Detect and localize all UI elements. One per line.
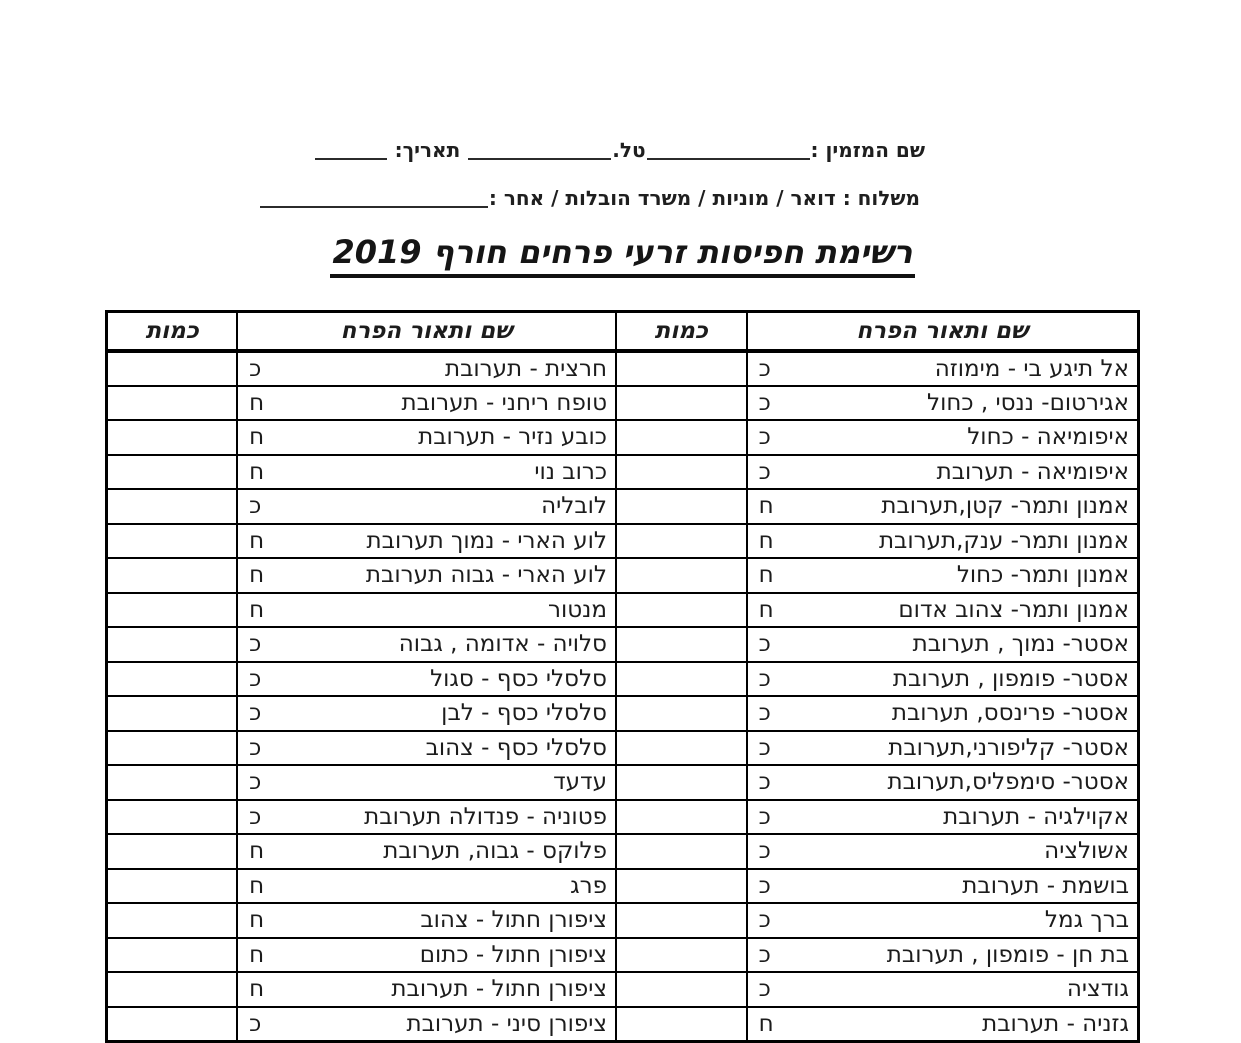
- quantity-cell-right[interactable]: [616, 662, 747, 697]
- table-row: [107, 869, 1139, 904]
- flower-name: איפומיאה - כחול: [967, 424, 1129, 451]
- packet-code: כ: [758, 389, 771, 416]
- flower-name-cell-left: [237, 386, 616, 421]
- date-blank[interactable]: [315, 146, 387, 160]
- table-row: [107, 1007, 1139, 1042]
- shipping-label: משלוח : דואר / מוניות / משרד הובלות / אחר :: [488, 186, 920, 210]
- flower-name-cell-left: [237, 558, 616, 593]
- flower-name: גודציה: [1066, 976, 1129, 1003]
- packet-code: ח: [758, 527, 774, 554]
- flower-name: עדעד: [553, 769, 607, 796]
- table-row: [107, 386, 1139, 421]
- packet-code: ח: [758, 562, 774, 589]
- flower-name: ציפורן חתול - כתום: [419, 941, 607, 968]
- header-flower-name-left: שם ותאור הפרח: [237, 312, 616, 352]
- flower-name-cell-right: [747, 593, 1139, 628]
- flower-name-cell-left: [237, 869, 616, 904]
- quantity-cell-left[interactable]: [107, 903, 238, 938]
- table-row: [107, 420, 1139, 455]
- quantity-cell-left[interactable]: [107, 558, 238, 593]
- quantity-cell-left[interactable]: [107, 627, 238, 662]
- flower-name-cell-right: [747, 800, 1139, 835]
- flower-name: אמנון ותמר- קטן,תערובת: [881, 493, 1129, 520]
- table-row: [107, 662, 1139, 697]
- flower-name-cell-right: [747, 938, 1139, 973]
- quantity-cell-left[interactable]: [107, 662, 238, 697]
- flower-name: חרצית - תערובת: [444, 355, 607, 382]
- flower-name-cell-left: [237, 938, 616, 973]
- flower-name-cell-right: [747, 662, 1139, 697]
- flower-name-cell-left: [237, 765, 616, 800]
- page-title: רשימת חפיסות זרעי פרחים חורף 2019: [330, 233, 914, 278]
- packet-code: כ: [758, 976, 771, 1003]
- flower-name-cell-right: [747, 558, 1139, 593]
- packet-code: כ: [758, 458, 771, 485]
- quantity-cell-right[interactable]: [616, 420, 747, 455]
- quantity-cell-right[interactable]: [616, 386, 747, 421]
- packet-code: כ: [758, 424, 771, 451]
- packet-code: כ: [249, 734, 262, 761]
- table-row: [107, 593, 1139, 628]
- quantity-cell-left[interactable]: [107, 972, 238, 1007]
- quantity-cell-right[interactable]: [616, 696, 747, 731]
- flower-name: אמנון ותמר- כחול: [956, 562, 1129, 589]
- quantity-cell-right[interactable]: [616, 524, 747, 559]
- flower-name-cell-right: [747, 455, 1139, 490]
- quantity-cell-right[interactable]: [616, 731, 747, 766]
- quantity-cell-right[interactable]: [616, 869, 747, 904]
- packet-code: ח: [758, 493, 774, 520]
- packet-code: כ: [249, 1010, 262, 1037]
- quantity-cell-right[interactable]: [616, 938, 747, 973]
- flower-name: מנטור: [547, 596, 607, 623]
- flower-name: לוע הארי - נמוך תערובת: [366, 527, 607, 554]
- tel-label: טל.: [612, 138, 646, 162]
- flower-name: לובליה: [541, 493, 607, 520]
- flower-name-cell-left: [237, 455, 616, 490]
- packet-code: ח: [249, 596, 265, 623]
- flower-name: אמנון ותמר- ענק,תערובת: [878, 527, 1129, 554]
- flower-name: סלסלי כסף - סגול: [430, 665, 607, 692]
- flower-name: בת חן - פומפון , תערובת: [886, 941, 1129, 968]
- packet-code: כ: [249, 700, 262, 727]
- packet-code: ח: [249, 976, 265, 1003]
- flower-name: סלויה - אדומה , גבוה: [398, 631, 607, 658]
- table-row: [107, 489, 1139, 524]
- table-row: [107, 455, 1139, 490]
- packet-code: כ: [249, 355, 262, 382]
- flower-name-cell-right: [747, 696, 1139, 731]
- quantity-cell-left[interactable]: [107, 869, 238, 904]
- packet-code: ח: [249, 424, 265, 451]
- table-row: [107, 800, 1139, 835]
- packet-code: כ: [758, 665, 771, 692]
- flower-name-cell-left: [237, 593, 616, 628]
- flower-name-cell-left: [237, 524, 616, 559]
- packet-code: ח: [249, 838, 265, 865]
- packet-code: ח: [249, 458, 265, 485]
- quantity-cell-left[interactable]: [107, 593, 238, 628]
- table-row: [107, 696, 1139, 731]
- quantity-cell-left[interactable]: [107, 834, 238, 869]
- flower-name-cell-right: [747, 386, 1139, 421]
- flower-name: אמנון ותמר- צהוב אדום: [898, 596, 1129, 623]
- packet-code: ח: [249, 389, 265, 416]
- packet-code: כ: [758, 941, 771, 968]
- flower-name: פטוניה - פנדולה תערובת: [364, 803, 607, 830]
- header-flower-name-right: שם ותאור הפרח: [747, 312, 1139, 352]
- packet-code: כ: [758, 872, 771, 899]
- flower-name-cell-left: [237, 627, 616, 662]
- quantity-cell-left[interactable]: [107, 696, 238, 731]
- flower-name: סלסלי כסף - צהוב: [425, 734, 607, 761]
- quantity-cell-left[interactable]: [107, 524, 238, 559]
- quantity-cell-right[interactable]: [616, 903, 747, 938]
- flower-name-cell-left: [237, 662, 616, 697]
- quantity-cell-left[interactable]: [107, 455, 238, 490]
- table-row: [107, 558, 1139, 593]
- flower-name: אסטר- פומפון , תערובת: [892, 665, 1129, 692]
- flower-name: גזניה - תערובת: [982, 1010, 1129, 1037]
- flower-name: לוע הארי - גבוה תערובת: [365, 562, 607, 589]
- flower-name: אגירטום- ננסי , כחול: [927, 389, 1129, 416]
- quantity-cell-right[interactable]: [616, 351, 747, 386]
- quantity-cell-left[interactable]: [107, 386, 238, 421]
- flower-name: סלסלי כסף - לבן: [441, 700, 607, 727]
- flower-name-cell-right: [747, 765, 1139, 800]
- table-row: [107, 834, 1139, 869]
- packet-code: כ: [249, 769, 262, 796]
- packet-code: כ: [758, 631, 771, 658]
- packet-code: כ: [758, 355, 771, 382]
- flower-name-cell-left: [237, 972, 616, 1007]
- flower-name: אל תיגע בי - מימוזה: [934, 355, 1129, 382]
- flower-name-cell-left: [237, 903, 616, 938]
- table-row: [107, 972, 1139, 1007]
- flower-name: אסטר- קליפורני,תערובת: [888, 734, 1129, 761]
- title-row: [105, 233, 1140, 278]
- quantity-cell-right[interactable]: [616, 489, 747, 524]
- packet-code: כ: [758, 907, 771, 934]
- quantity-cell-left[interactable]: [107, 351, 238, 386]
- packet-code: כ: [758, 734, 771, 761]
- shipping-line: [259, 186, 920, 210]
- table-row: [107, 731, 1139, 766]
- quantity-cell-right[interactable]: [616, 455, 747, 490]
- quantity-cell-right[interactable]: [616, 627, 747, 662]
- quantity-cell-right[interactable]: [616, 765, 747, 800]
- flower-name-cell-left: [237, 489, 616, 524]
- flower-name: כובע נזיר - תערובת: [418, 424, 607, 451]
- flower-name-cell-right: [747, 489, 1139, 524]
- flower-name: אסטר- סימפליס,תערובת: [887, 769, 1129, 796]
- flower-name-cell-right: [747, 351, 1139, 386]
- table-row: [107, 903, 1139, 938]
- quantity-cell-right[interactable]: [616, 593, 747, 628]
- flower-name-cell-left: [237, 1007, 616, 1042]
- packet-code: ח: [249, 941, 265, 968]
- flower-name: פלוקס - גבוה, תערובת: [383, 838, 607, 865]
- quantity-cell-left[interactable]: [107, 420, 238, 455]
- seed-order-table: [105, 310, 1140, 1043]
- flower-name-cell-left: [237, 696, 616, 731]
- flower-name: כרוב נוי: [534, 458, 607, 485]
- packet-code: כ: [758, 769, 771, 796]
- flower-name-cell-right: [747, 627, 1139, 662]
- flower-name-cell-left: [237, 800, 616, 835]
- flower-name-cell-right: [747, 869, 1139, 904]
- table-row: [107, 765, 1139, 800]
- flower-name-cell-right: [747, 1007, 1139, 1042]
- flower-name: אסטר- פרינסס, תערובת: [891, 700, 1129, 727]
- flower-name: אשולציה: [1044, 838, 1129, 865]
- flower-name-cell-left: [237, 731, 616, 766]
- table-header-row: [107, 312, 1139, 352]
- quantity-cell-right[interactable]: [616, 834, 747, 869]
- quantity-cell-left[interactable]: [107, 731, 238, 766]
- packet-code: כ: [249, 493, 262, 520]
- flower-name: אסטר- נמוך , תערובת: [912, 631, 1129, 658]
- quantity-cell-left[interactable]: [107, 938, 238, 973]
- quantity-cell-right[interactable]: [616, 1007, 747, 1042]
- flower-name-cell-right: [747, 903, 1139, 938]
- quantity-cell-left[interactable]: [107, 1007, 238, 1042]
- orderer-line: [314, 138, 925, 162]
- packet-code: כ: [249, 803, 262, 830]
- flower-name: איפומיאה - תערובת: [936, 458, 1129, 485]
- date-label: תאריך:: [394, 138, 461, 162]
- flower-name: ציפורן חתול - צהוב: [420, 907, 607, 934]
- flower-name-cell-right: [747, 834, 1139, 869]
- flower-name-cell-right: [747, 731, 1139, 766]
- orderer-name-blank[interactable]: [647, 146, 810, 160]
- tel-blank[interactable]: [468, 146, 611, 160]
- shipping-other-blank[interactable]: [260, 194, 488, 208]
- flower-name: ברך גמל: [1044, 907, 1129, 934]
- quantity-cell-right[interactable]: [616, 972, 747, 1007]
- quantity-cell-right[interactable]: [616, 558, 747, 593]
- packet-code: ח: [249, 562, 265, 589]
- header-quantity-left: כמות: [107, 312, 238, 352]
- flower-name-cell-right: [747, 420, 1139, 455]
- table-row: [107, 938, 1139, 973]
- packet-code: כ: [249, 631, 262, 658]
- quantity-cell-left[interactable]: [107, 489, 238, 524]
- flower-name-cell-right: [747, 972, 1139, 1007]
- orderer-name-label: שם המזמין :: [810, 138, 925, 162]
- flower-name: אקוילגיה - תערובת: [943, 803, 1129, 830]
- table-row: [107, 524, 1139, 559]
- packet-code: כ: [249, 665, 262, 692]
- table-row: [107, 627, 1139, 662]
- header-quantity-right: כמות: [616, 312, 747, 352]
- packet-code: כ: [758, 838, 771, 865]
- packet-code: ח: [758, 1010, 774, 1037]
- flower-name-cell-left: [237, 351, 616, 386]
- flower-name: ציפורן סיני - תערובת: [406, 1010, 607, 1037]
- flower-name: ציפורן חתול - תערובת: [391, 976, 607, 1003]
- packet-code: כ: [758, 803, 771, 830]
- flower-name: בושמת - תערובת: [962, 872, 1129, 899]
- quantity-cell-left[interactable]: [107, 765, 238, 800]
- table-row: [107, 351, 1139, 386]
- packet-code: כ: [758, 700, 771, 727]
- packet-code: ח: [758, 596, 774, 623]
- packet-code: ח: [249, 872, 265, 899]
- packet-code: ח: [249, 907, 265, 934]
- flower-name: טופח ריחני - תערובת: [401, 389, 607, 416]
- flower-name-cell-left: [237, 420, 616, 455]
- flower-name-cell-left: [237, 834, 616, 869]
- flower-name-cell-right: [747, 524, 1139, 559]
- quantity-cell-right[interactable]: [616, 800, 747, 835]
- flower-name: פרג: [570, 872, 607, 899]
- packet-code: ח: [249, 527, 265, 554]
- quantity-cell-left[interactable]: [107, 800, 238, 835]
